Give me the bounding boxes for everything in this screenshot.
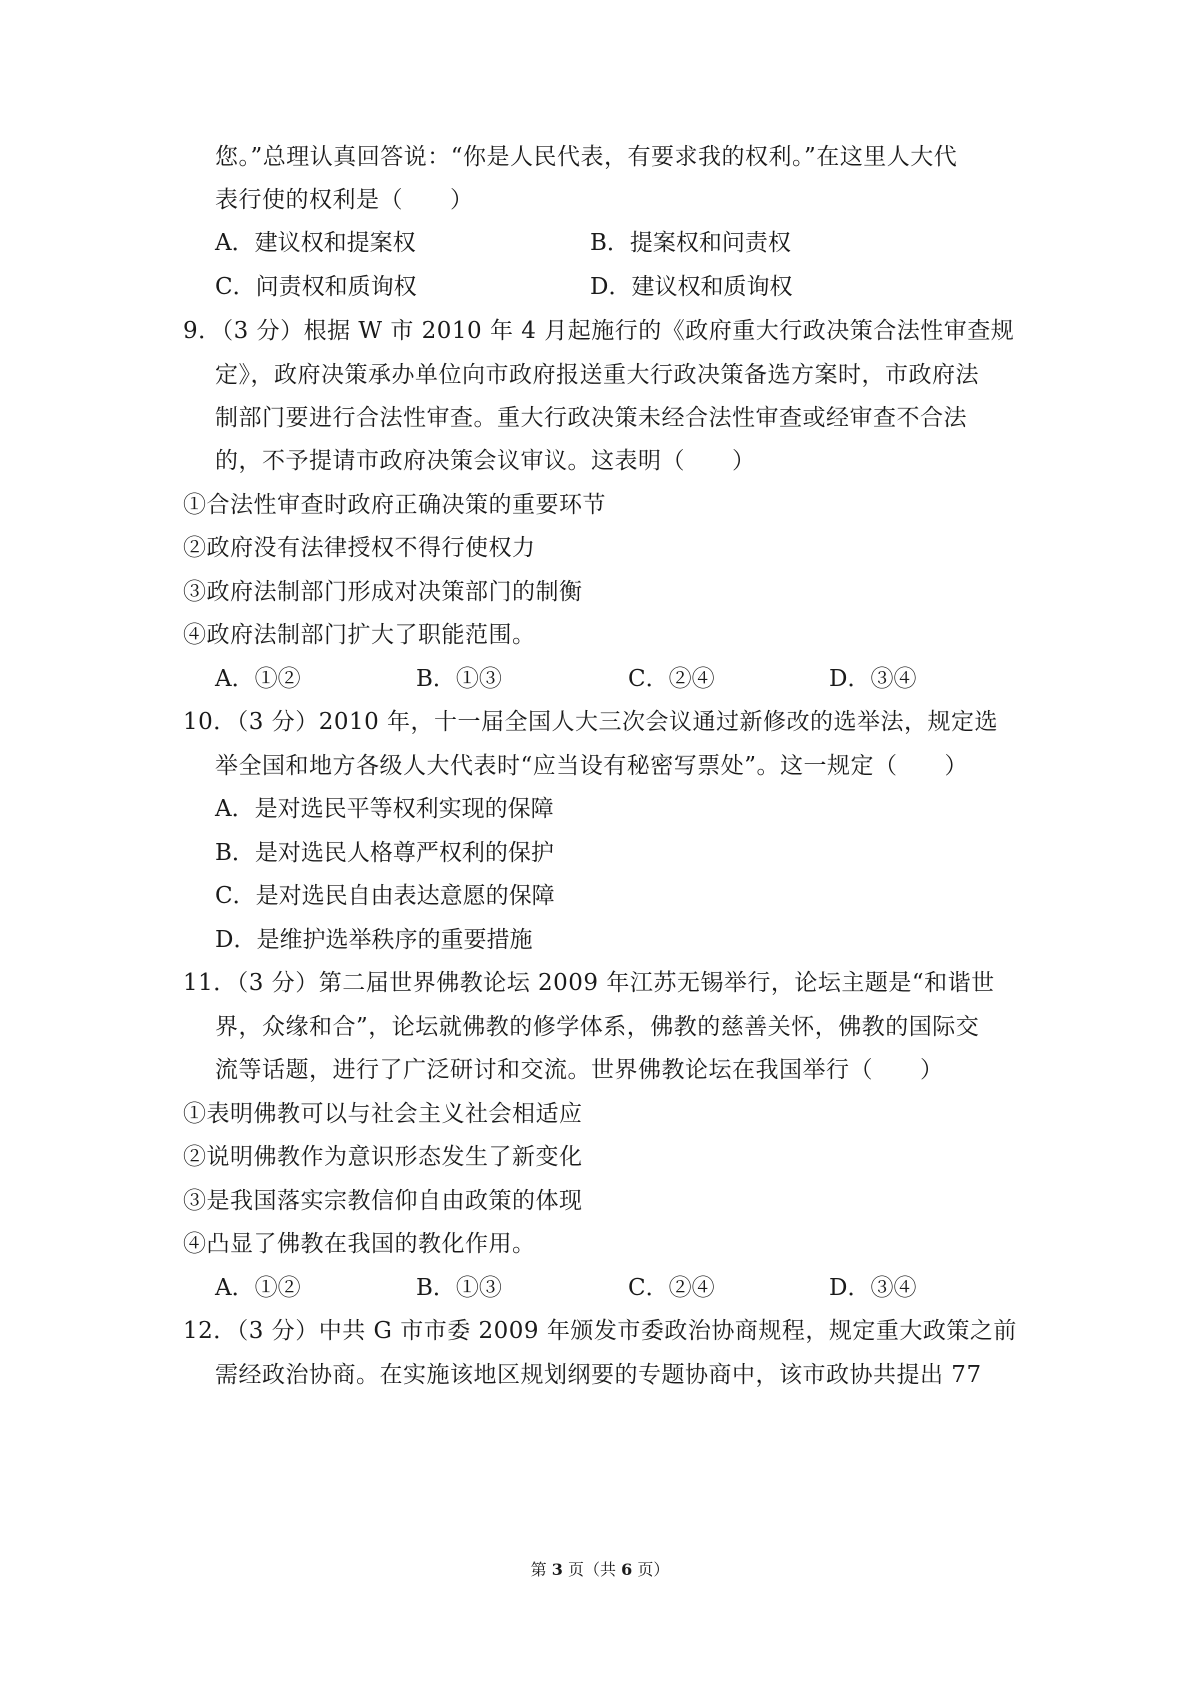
question-text-line: 界，众缘和合”，论坛就佛教的修学体系，佛教的慈善关怀，佛教的国际交 <box>215 1014 980 1040</box>
statement-item: ③是我国落实宗教信仰自由政策的体现 <box>183 1188 583 1214</box>
question-text-line: 举全国和地方各级人大代表时“应当设有秘密写票处”。这一规定（ ） <box>215 753 969 779</box>
footer-middle: 页（共 <box>567 1560 616 1579</box>
question-text-line: 流等话题，进行了广泛研讨和交流。世界佛教论坛在我国举行（ ） <box>215 1057 944 1083</box>
option-d: D．是维护选举秩序的重要措施 <box>215 927 533 953</box>
statement-item: ④凸显了佛教在我国的教化作用。 <box>183 1231 536 1257</box>
option-b: B．提案权和问责权 <box>590 230 791 256</box>
question-text-line: 的，不予提请市政府决策会议审议。这表明（ ） <box>215 448 756 474</box>
option-c: C．问责权和质询权 <box>215 274 417 300</box>
question-text-line: 制部门要进行合法性审查。重大行政决策未经合法性审查或经审查不合法 <box>215 405 967 431</box>
option-c: C．②④ <box>628 666 715 692</box>
option-d: D．③④ <box>829 666 917 692</box>
option-d: D．建议权和质询权 <box>590 274 793 300</box>
option-d: D．③④ <box>829 1275 917 1301</box>
statement-item: ①合法性审查时政府正确决策的重要环节 <box>183 492 606 518</box>
option-a: A．①② <box>215 666 301 692</box>
page-footer <box>0 1560 1200 1580</box>
footer-suffix: 页） <box>637 1560 670 1579</box>
question-text-line: 表行使的权利是（ ） <box>215 187 474 213</box>
question-stem: 10．（3 分）2010 年，十一届全国人大三次会议通过新修改的选举法，规定选 <box>183 709 999 735</box>
option-a: A．①② <box>215 1275 301 1301</box>
question-text-line: 需经政治协商。在实施该地区规划纲要的专题协商中，该市政协共提出 77 <box>215 1362 982 1388</box>
question-stem: 9．（3 分）根据 W 市 2010 年 4 月起施行的《政府重大行政决策合法性审查规 <box>183 318 1015 344</box>
question-stem: 12．（3 分）中共 G 市市委 2009 年颁发市委政治协商规程，规定重大政策之前 <box>183 1318 1017 1344</box>
question-text-line: 定》，政府决策承办单位向市政府报送重大行政决策备选方案时，市政府法 <box>215 362 979 388</box>
option-c: C．②④ <box>628 1275 715 1301</box>
statement-item: ②政府没有法律授权不得行使权力 <box>183 535 536 561</box>
statement-item: ②说明佛教作为意识形态发生了新变化 <box>183 1144 583 1170</box>
footer-prefix: 第 <box>530 1560 547 1579</box>
option-c: C．是对选民自由表达意愿的保障 <box>215 883 555 909</box>
option-a: A．是对选民平等权利实现的保障 <box>215 796 554 822</box>
statement-item: ④政府法制部门扩大了职能范围。 <box>183 622 536 648</box>
option-a: A．建议权和提案权 <box>215 230 416 256</box>
statement-item: ③政府法制部门形成对决策部门的制衡 <box>183 579 583 605</box>
option-b: B．①③ <box>416 1275 502 1301</box>
question-text-line: 您。”总理认真回答说：“你是人民代表，有要求我的权利。”在这里人大代 <box>215 144 958 170</box>
option-b: B．是对选民人格尊严权利的保护 <box>215 840 554 866</box>
question-stem: 11．（3 分）第二届世界佛教论坛 2009 年江苏无锡举行，论坛主题是“和谐世 <box>183 970 995 996</box>
total-pages-number: 6 <box>621 1560 633 1579</box>
statement-item: ①表明佛教可以与社会主义社会相适应 <box>183 1101 583 1127</box>
current-page-number: 3 <box>551 1560 563 1579</box>
option-b: B．①③ <box>416 666 502 692</box>
